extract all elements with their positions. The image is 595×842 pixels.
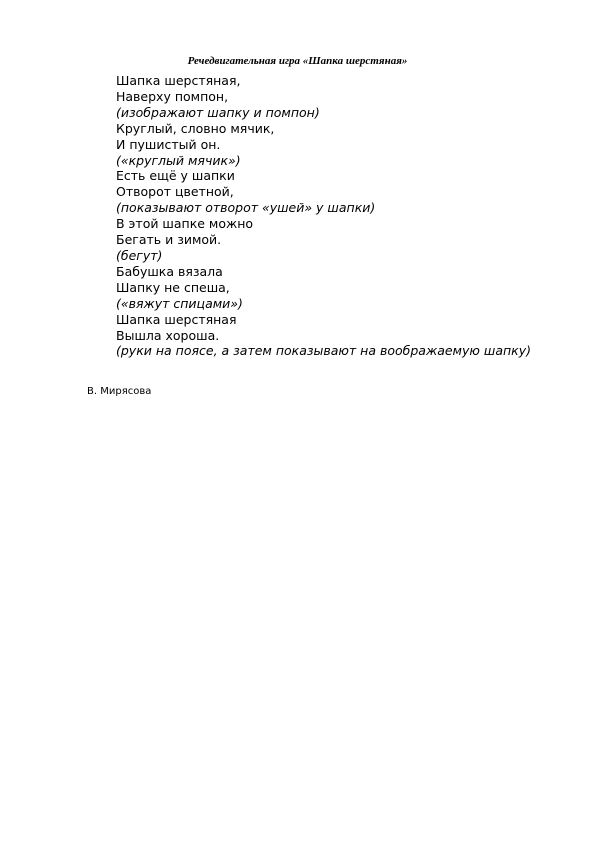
poem-line: Шапку не спеша,	[116, 279, 230, 295]
poem-line: Шапка шерстяная,	[116, 73, 241, 88]
stage-direction: (бегут)	[116, 247, 163, 263]
poem-line: В этой шапке можно	[116, 216, 254, 232]
author-name: В. Мирясова	[87, 386, 152, 397]
stage-direction: (руки на поясе, а затем показывают на воображаемую шапку)	[116, 343, 531, 359]
poem-line: И пушистый он.	[116, 136, 221, 152]
poem-line: Шапка шерстяная	[116, 311, 237, 327]
poem-text	[116, 73, 556, 359]
document-title: Речедвигательная игра «Шапка шерстяная»	[187, 55, 408, 67]
stage-direction: (показывают отворот «ушей» у шапки)	[116, 200, 376, 216]
stage-direction: (изображают шапку и помпон)	[116, 104, 320, 120]
poem-line: Отворот цветной,	[116, 184, 234, 200]
poem-line: Вышла хороша.	[116, 327, 220, 343]
poem-line: Круглый, словно мячик,	[116, 120, 275, 136]
poem-line: Есть ещё у шапки	[116, 168, 235, 184]
stage-direction: («вяжут спицами»)	[116, 295, 243, 311]
poem-line: Бабушка вязала	[116, 263, 223, 279]
poem-line: Бегать и зимой.	[116, 232, 222, 248]
poem-line: Наверху помпон,	[116, 88, 229, 104]
stage-direction: («круглый мячик»)	[116, 152, 241, 168]
